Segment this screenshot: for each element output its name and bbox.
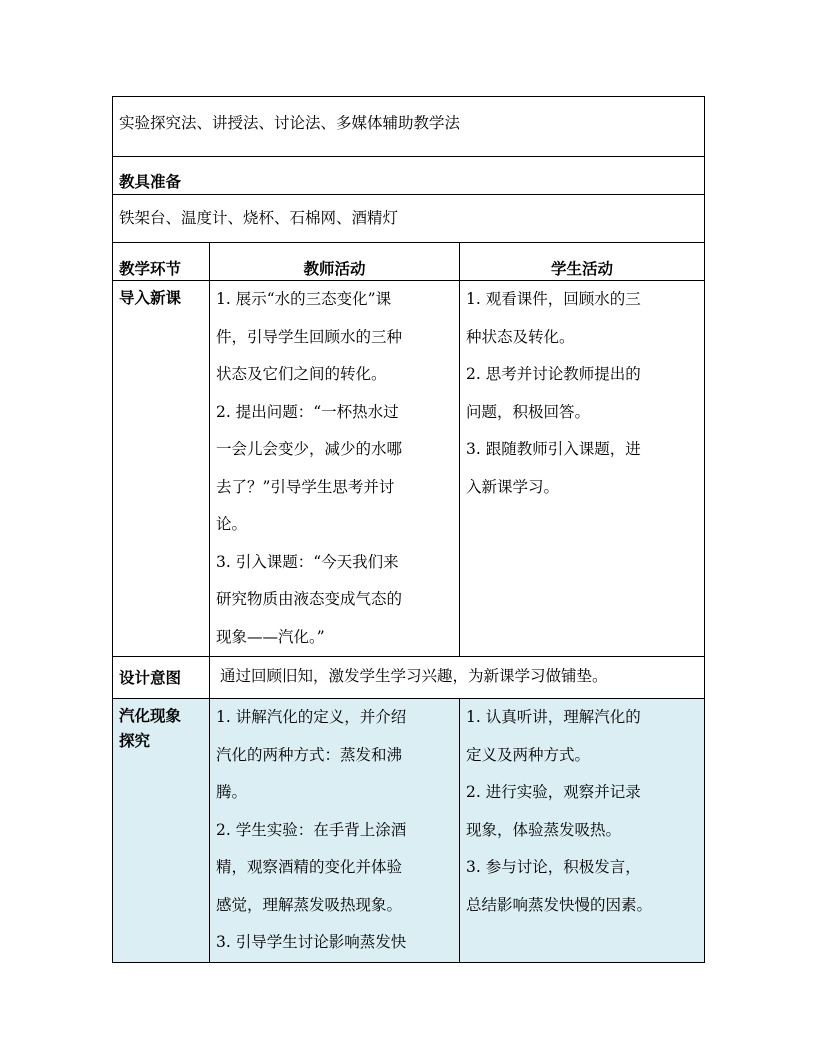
intro-teacher-line: 研究物质由液态变成气态的 [216,590,403,608]
intro-student-line: 1. 观看课件，回顾水的三 [466,290,641,308]
intro-teacher-line: 件，引导学生回顾水的三种 [216,327,403,346]
methods-row [113,97,705,157]
vapor-student-line: 2. 进行实验，观察并记录 [466,783,641,801]
tools-row [113,195,705,243]
vapor-stage-line: 探究 [119,731,151,750]
vapor-teacher-line: 2. 学生实验：在手背上涂酒 [216,820,407,839]
tools-heading: 教具准备 [113,157,705,195]
intro-teacher-line: 1. 展示“水的三态变化”课 [216,290,392,308]
intro-teacher-line: 状态及它们之间的转化。 [216,365,387,383]
vapor-teacher-line: 精，观察酒精的变化并体验 [216,858,403,876]
intro-teacher-cell [210,281,460,657]
vapor-teacher-line: 汽化的两种方式：蒸发和沸 [216,745,403,764]
vapor-teacher-cell [210,699,460,963]
header-student: 学生活动 [460,243,705,281]
intro-student-line: 3. 跟随教师引入课题，进 [466,440,641,458]
vapor-student-line: 1. 认真听讲，理解汽化的 [466,708,641,726]
intro-teacher-line: 一会儿会变少，减少的水哪 [216,440,403,458]
vapor-student-line: 总结影响蒸发快慢的因素。 [466,895,653,914]
vapor-stage-line: 汽化现象 [119,706,182,725]
intro-teacher-text [216,281,453,656]
design-row [113,657,705,699]
vapor-teacher-line: 3. 引导学生讨论影响蒸发快 [216,933,407,951]
intro-row [113,281,705,657]
intro-student-line: 入新课学习。 [466,477,560,496]
vapor-student-text [466,699,698,924]
intro-teacher-line: 现象——汽化。” [216,627,325,646]
intro-student-line: 种状态及转化。 [466,327,575,346]
design-stage-cell [113,657,210,699]
design-text: 通过回顾旧知，激发学生学习兴趣，为新课学习做铺垫。 [220,667,608,685]
vapor-student-line: 3. 参与讨论，积极发言， [466,858,641,876]
intro-teacher-line: 论。 [216,515,248,533]
vapor-stage-cell [113,699,210,963]
vapor-teacher-line: 1. 讲解汽化的定义，并介绍 [216,708,407,726]
column-header-row [113,243,705,281]
intro-student-line: 2. 思考并讨论教师提出的 [466,365,641,383]
design-stage-label: 设计意图 [119,668,182,687]
tools-heading-row [113,157,705,195]
intro-teacher-line: 2. 提出问题：“一杯热水过 [216,402,399,421]
header-stage: 教学环节 [113,243,210,281]
vapor-student-cell [460,699,705,963]
header-teacher: 教师活动 [210,243,460,281]
vapor-teacher-line: 腾。 [216,783,248,801]
vapor-student-line: 现象，体验蒸发吸热。 [466,820,622,839]
methods-cell: 实验探究法、讲授法、讨论法、多媒体辅助教学法 [113,97,705,157]
intro-student-text [466,281,698,506]
tools-cell: 铁架台、温度计、烧杯、石棉网、酒精灯 [113,195,705,243]
design-text-cell [210,657,705,699]
vapor-stage-label [119,699,203,753]
vaporization-row [113,699,705,963]
intro-student-cell [460,281,705,657]
intro-stage-cell [113,281,210,657]
intro-student-line: 问题，积极回答。 [466,402,591,421]
intro-stage-label: 导入新课 [119,288,182,307]
lesson-plan-table [112,96,705,963]
intro-teacher-line: 去了？”引导学生思考并讨 [216,477,395,496]
vapor-student-line: 定义及两种方式。 [466,745,591,764]
vapor-teacher-line: 感觉，理解蒸发吸热现象。 [216,895,403,914]
vapor-teacher-text [216,699,453,962]
intro-teacher-line: 3. 引入课题：“今天我们来 [216,552,399,571]
